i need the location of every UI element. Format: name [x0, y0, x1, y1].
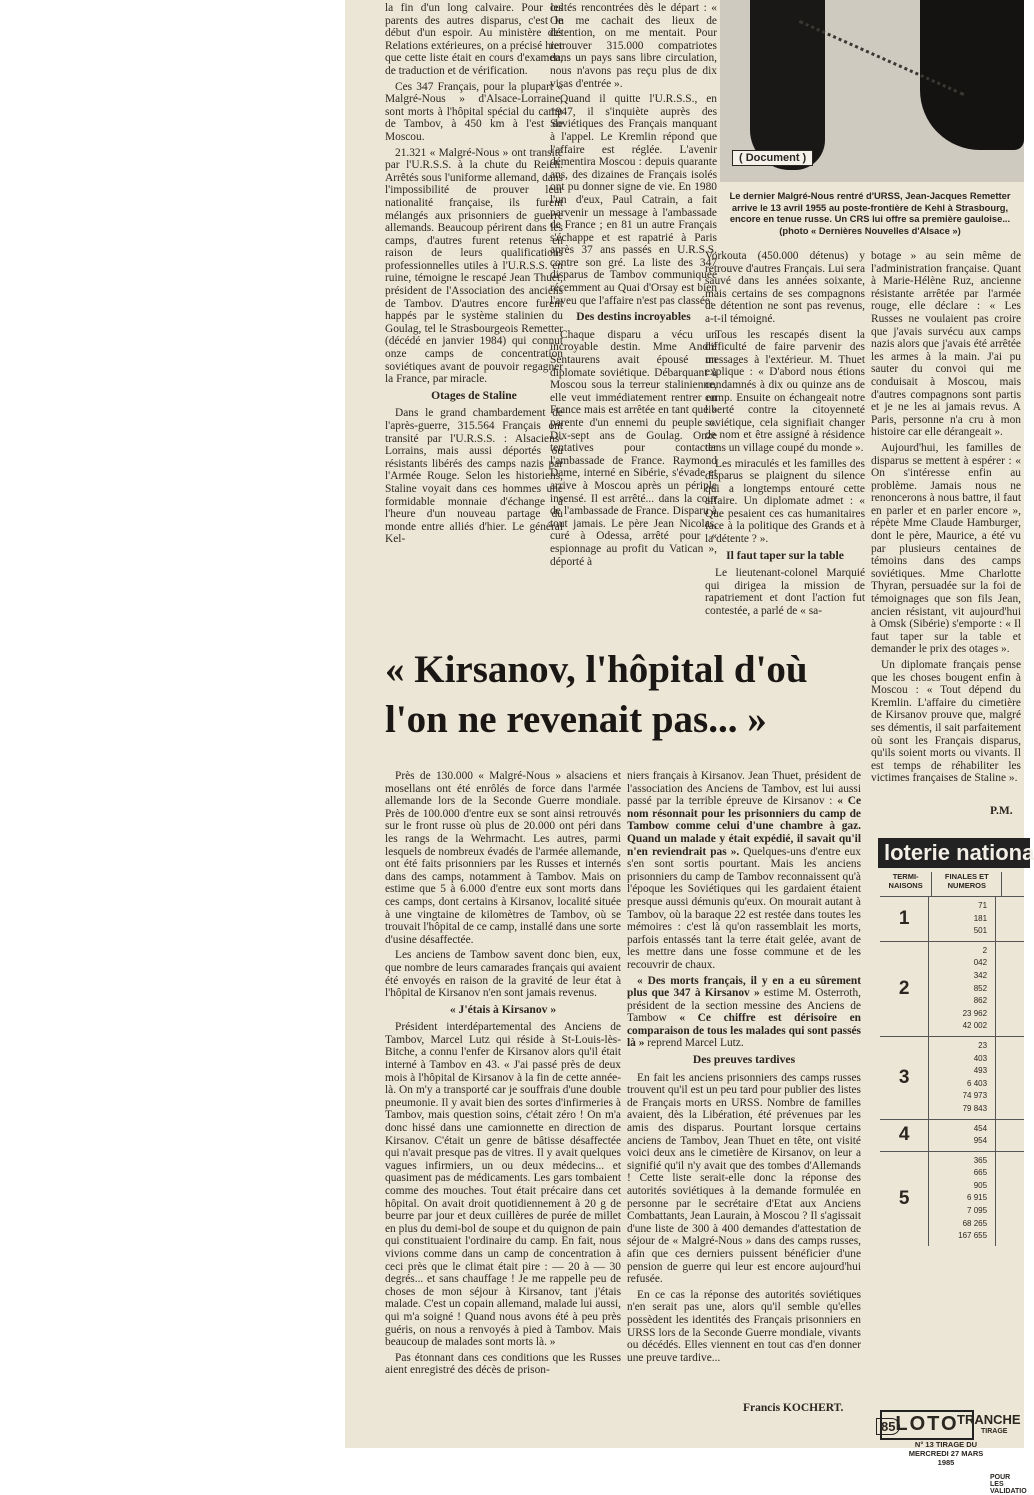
- paragraph: Tous les rescapés disent la difficulté de faire parvenir des messages à l'extérieur. M. Thuet explique : « D'abord nous étions condamnés à dix ou quinze ans de camp. Ensuite on échangeait notre liberté contre la citoyenneté soviétique, cela signifiait changer de nom et être assigné à résidence dans un village coupé du monde ».: [705, 328, 865, 454]
- paragraph: la fin d'un long calvaire. Pour les parents des autres disparus, c'est le début d'un espoir. Au ministère des Relations extérieures, on a précisé hier que cette liste était en cours d'examen, de traduction et de vérification.: [385, 2, 563, 77]
- loterie-numero: 501: [973, 926, 988, 936]
- tranche-label: TRANCHE: [957, 1412, 1021, 1427]
- loterie-numero: 954: [973, 1136, 988, 1146]
- loterie-numeros: [929, 1120, 996, 1151]
- paragraph: Aujourd'hui, les familles de disparus se mettent à espérer : « On s'intéresse enfin au problème. Jamais nous ne renoncerons à nous battre, il faut en parler et en parler encore », répète Mme Claude Hamburger, dont le père, Maurice, a été vu par plusieurs centaines de témoins dans des camps soviétiques. Mme Charlotte Thyran, persuadée sur la foi de témoignages que son fils Jean, ancien résistant, vit aujourd'hui à Omsk (Sibérie) s'emporte : « Il faut taper sur la table et demander le prix des otages ».: [871, 441, 1021, 656]
- paragraph: Les miraculés et les familles des disparus se plaignent du silence qui a longtemps entouré cette affaire. Un diplomate admet : « Que pesaient ces cas humanitaires face à la politique des Grands et à la détente ? ».: [705, 457, 865, 546]
- subheading: Otages de Staline: [431, 388, 517, 402]
- headline: « Kirsanov, l'hôpital d'où l'on ne revenait pas... »: [385, 648, 808, 741]
- loterie-numero: 342: [973, 970, 988, 980]
- loterie-row: [880, 1119, 1024, 1151]
- signature-kochert: Francis KOCHERT.: [743, 1402, 844, 1414]
- subheading: « J'étais à Kirsanov »: [449, 1002, 557, 1016]
- loterie-numero: 74 973: [962, 1091, 988, 1101]
- loto-validation: POUR LES VALIDATIO: [990, 1474, 1027, 1495]
- loterie-numero: 493: [973, 1066, 988, 1076]
- news-photo: [720, 0, 1024, 182]
- loterie-row: [880, 941, 1024, 1036]
- paragraph: Un diplomate français pense que les choses bougent enfin à Moscou : « Tout dépend du Kremlin. L'affaire du cimetière de Kirsanov prouve que, malgré ses démentis, il sait parfaitement où sont les Français disparus, qu'ils soient morts ou vivants. Il est temps de réhabiliter les victimes françaises de Staline ».: [871, 659, 1021, 785]
- paragraph: Quand il quitte l'U.R.S.S., en 1947, il s'inquiète auprès des Soviétiques des Français manquant à l'appel. Le Kremlin répond que l'affaire est réglée. L'avenir démentira Moscou : depuis quarante ans, des dizaines de Français isolés ont pu donner signe de vie. En 1980 l'un d'eux, Paul Catrain, a fait parvenir un message à l'ambassade de France ; en 81 un autre Français s'échappe et est rapatrié à Paris après 37 ans passés en U.R.S.S. contre son gré. La liste des 347 disparus de Tambov communiquée récemment au Quai d'Orsay est bien l'aveu que l'affaire n'est pas classée.: [550, 93, 717, 307]
- loterie-numero: 862: [973, 996, 988, 1006]
- loterie-numero: 6 915: [967, 1193, 988, 1203]
- loterie-numero: 905: [973, 1180, 988, 1190]
- loterie-numeros: [929, 942, 996, 1036]
- loterie-results: [870, 838, 1034, 1467]
- paragraph: Vorkouta (450.000 détenus) y retrouve d'autres Français. Lui sera sauvé dans les années soixante, mais certains de ses compagnons de détention ne sont pas revenus, a-t-il témoigné.: [705, 250, 865, 325]
- signature-pm: P.M.: [990, 805, 1013, 817]
- loterie-numeros: [929, 1152, 996, 1246]
- loterie-row: [880, 896, 1024, 941]
- paragraph: Les anciens de Tambow savent donc bien, eux, que nombre de leurs camarades français qui avaient été envoyés en raison de la gravité de leur état à l'hôpital de Kirsanov n'en sont jamais revenus.: [385, 949, 621, 1000]
- col-terminaisons: TERMI-NAISONS: [880, 872, 932, 896]
- loterie-numero: 2: [982, 945, 988, 955]
- loterie-terminaison: 3: [880, 1037, 929, 1119]
- loterie-numero: 454: [973, 1123, 988, 1133]
- paragraph: Président interdépartemental des Anciens de Tambov, Marcel Lutz qui réside à St-Louis-lès-Bitche, a connu l'enfer de Kirsanov alors qu'il était interné à Tambov en 43. « J'ai passé près de deux mois à l'hôpital de Kirsanov à la fin de cette année-là. On m'y a transporté car je souffrais d'une double pneumonie. Il y avait bien des sortes d'infirmeries à Tambov, mais question soins, c'était zéro ! On m'a donc hissé dans une camionnette en direction de Kirsanov. C'était un genre de bâtisse désaffectée qui n'avait presque pas de vitres. Il y avait quelques vagues infirmiers, un ou deux médecins... et quasiment pas de médicaments. Les gars tombaient comme des mouches. Tout était précaire dans cet hôpital. On avait droit quotidiennement à 20 g de beurre par jour et deux cuillères de purée de millet en plus du demi-bol de soupe et du quignon de pain qui constituaient l'ordinaire du camp. En fait, nous vivions comme dans un camp de concentration à ceci près que le climat était pire : — 20 à — 30 degrés... et sans chauffage ! Je me rappelle peu de choses de mon séjour à Kirsanov, tant j'étais malade. C'est un copain allemand, malade lui aussi, qui m'a soigné ! Quand nous avons été à peu près guéris, on nous a renvoyés à pied à Tambov. Mais beaucoup de malades sont morts là. »: [385, 1021, 621, 1349]
- loterie-numero: 403: [973, 1053, 988, 1063]
- paragraph: botage » au sein même de l'administration française. Quant à Marie-Hélène Ruz, ancienne résistante arrêtée par l'armée rouge, elle déclare : « Les Russes ne voulaient pas croire que j'avais survécu aux camps nazis alors que j'avais été arrêtée les armes à la main. J'ai pu sauter du convoi qui me conduisait à Moscou, mais d'autres compagnons sont partis et je ne les ai jamais revus. A Paris, personne n'a cru à mon histoire car elle dérangeait ».: [871, 250, 1021, 439]
- loterie-terminaison: 1: [880, 897, 929, 941]
- loterie-numero: 23: [978, 1040, 988, 1050]
- loterie-numero: 7 095: [967, 1206, 988, 1216]
- article1-column-1: [385, 2, 563, 549]
- loterie-numero: 68 265: [962, 1218, 988, 1228]
- loterie-row: [880, 1151, 1024, 1246]
- loterie-numeros: [929, 1037, 996, 1119]
- loterie-table: [880, 872, 1024, 1246]
- paragraph: 21.321 « Malgré-Nous » ont transité par l'U.R.S.S. à la chute du Reich. Arrêtés sous l'uniforme allemand, dans l'impossibilité de prouver leur nationalité française, ils furent mélangés aux prisonniers de guerre allemands. Beaucoup périrent dans les camps, d'autres furent retenus en raison de leurs qualifications professionnelles utiles à l'U.R.S.S. en ruine, témoigne le rescapé Jean Thuet, président de l'Association des anciens de Tambov. D'autres encore furent happés par le système stalinien du Goulag, tel le Strasbourgeois Remetter (décédé en janvier 1984) qui connut onze camps de concentration soviétiques avant de pouvoir regagner la France, par miracle.: [385, 146, 563, 386]
- loterie-numero: 6 403: [967, 1078, 988, 1088]
- loterie-numero: 852: [973, 983, 988, 993]
- paragraph: Près de 130.000 « Malgré-Nous » alsaciens et mosellans ont été enrôlés de force dans l'armée allemande lors de la Seconde Guerre mondiale. Près de 100.000 d'entre eux se sont ainsi retrouvés sur le front russe où plus de 20.000 ont péri dans les rangs de la Wehrmacht. Les autres, parmi lesquels de nombreux évadés de l'armée allemande, ont été faits prisonniers par les Russes et internés dans des camps, notamment à Tambov. Mais on estime que 5 à 6.000 d'entre eux sont morts dans ces camps, dont certains à Kirsanov, localité située à une vingtaine de kilomètres de Tambov, où se trouvait l'hôpital de ce camp, installé dans une sorte d'usine désaffectée.: [385, 770, 621, 946]
- col-numeros: FINALES ET NUMEROS: [932, 872, 1002, 896]
- newspaper-clipping: [345, 0, 1034, 1495]
- loterie-title: loterie nationa: [878, 838, 1030, 868]
- paragraph: En ce cas la réponse des autorités soviétiques n'en serait pas une, alors qu'il semble qu'elles possèdent les identités des Français prisonniers en URSS lors de la Seconde Guerre mondiale, vivants ou décédés. Elles viennent en tout cas d'en donner une preuve tardive...: [627, 1288, 861, 1364]
- paragraph: Chaque disparu a vécu un incroyable destin. Mme André Sentaurens avait épousé un diplomate soviétique. Débarquant à Moscou sous la terreur stalinienne, elle veut immédiatement rentrer en France mais est arrêtée en tant que « parente d'un ennemi du peuple ». Dix-sept ans de Goulag. Onze tentatives pour contacter l'ambassade de France. Raymond Dame, interné en Sibérie, s'évade et arrive à Moscou après un périple insensé. Il est arrêté... dans la cour de l'ambassade de France. Disparu à tout jamais. Le père Jean Nicolas, curé à Odessa, arrêté pour « espionnage au profit du Vatican », déporté à: [550, 328, 717, 568]
- loterie-terminaison: 5: [880, 1152, 929, 1246]
- article2-column-2: [627, 770, 861, 1367]
- subheading: Il faut taper sur la table: [726, 548, 844, 562]
- loterie-numero: 181: [973, 913, 988, 923]
- loto-info: N° 13 TIRAGE DU MERCREDI 27 MARS 1985: [908, 1440, 984, 1467]
- paragraph: Pas étonnant dans ces conditions que les Russes aient enregistré des décès de prison-: [385, 1351, 621, 1377]
- loterie-numero: 665: [973, 1168, 988, 1178]
- paragraph: Le lieutenant-colonel Marquié qui dirigea la mission de rapatriement et dont l'action fut contestée, a parlé de « sa-: [705, 567, 865, 618]
- article1-column-4: [871, 250, 1021, 788]
- loto-logo: LOTO: [880, 1410, 974, 1440]
- loterie-numero: 23 962: [962, 1008, 988, 1018]
- paragraph: niers français à Kirsanov. Jean Thuet, président de l'association des Anciens de Tambov, est lui aussi passé par la terrible épreuve de Kirsanov : « Ce nom résonnait pour les prisonniers du camp de Tambow comme celui d'une chambre à gaz. Quand un malade y était expédié, il savait qu'il n'en reviendrait pas ». Quelques-uns d'entre eux s'en sont sortis pourtant. Mais les anciens prisonniers du camp de Tambov reconnaissent qu'à l'époque les Soviétiques qui les gardaient étaient presque aussi démunis qu'eux. On mourait autant à Tambov, où la baraque 22 est restée dans toutes les mémoires : c'est là qu'on rassemblait les morts, parfois entassés tant la terre était gelée, avant de les mettre dans une fosse commune et de les recouvrir de chaux.: [627, 770, 862, 971]
- photo-caption: Le dernier Malgré-Nous rentré d'URSS, Jean-Jacques Remetter arrive le 13 avril 1955 au poste-frontière de Kehl à Strasbourg, encore en tenue russe. Un CRS lui offre sa première gauloise... (photo « Dernières Nouvelles d'Alsace »): [729, 190, 1011, 236]
- loterie-row: [880, 1036, 1024, 1119]
- paragraph: En fait les anciens prisonniers des camps russes trouvent qu'il est un peu tard pour publier des listes de Français morts en URSS. Nombre de familles avaient, dès la Libération, été prévenues par les amis des disparus. Pourtant lorsque certains anciens de Tambov, Jean Thuet en tête, ont visité voici deux ans le cimetière de Kirsanov, on leur a signifié qu'il n'y avait que des tombes d'Allemands ! Cette liste serait-elle donc la réponse des autorités soviétiques à la demande formulée en personne par le secrétaire d'Etat aux Anciens Combattants, Jean Laurain, à Moscou ? Il s'agissait d'une liste de 300 à 400 demandes d'attestation de séjour de « Malgré-Nous » dans des camps russes, afin que ces derniers puissent bénéficier d'une pension de guerre qui leur est encore aujourd'hui refusée.: [627, 1071, 861, 1286]
- paragraph: Ces 347 Français, pour la plupart « Malgré-Nous » d'Alsace-Lorraine, sont morts à l'hôpital spécial du camp de Tambov, à 450 km à l'est de Moscou.: [385, 80, 563, 143]
- loterie-numero: 42 002: [962, 1021, 988, 1031]
- loterie-terminaison: 4: [880, 1120, 929, 1151]
- document-label: ( Document ): [732, 150, 813, 166]
- loterie-numero: 042: [973, 958, 988, 968]
- article1-column-3: [705, 250, 865, 621]
- article1-column-2: [550, 2, 717, 571]
- article2-column-1: [385, 770, 621, 1380]
- paragraph: cultés rencontrées dès le départ : « On me cachait des lieux de détention, on me mentait. Pour retrouver 315.000 compatriotes dans un pays sans libre circulation, nous n'avons pas reçu plus de dix visas d'entrée ».: [550, 2, 717, 90]
- subheading: Des destins incroyables: [576, 310, 691, 324]
- paragraph: « Des morts français, il y en a eu sûrement plus que 347 à Kirsanov » estime M. Osterroth, président de la section messine des Anciens de Tambow « Ce chiffre est dérisoire en comparaison de tous les malades qui sont passés là » reprend Marcel Lutz.: [627, 974, 861, 1050]
- loterie-terminaison: 2: [880, 942, 929, 1036]
- loterie-numeros: [929, 897, 996, 941]
- loterie-numero: 71: [978, 901, 988, 910]
- subheading: Des preuves tardives: [692, 1053, 796, 1067]
- paragraph: Dans le grand chambardement de l'après-guerre, 315.564 Français ont transité par l'U.R.S.S. : Alsaciens-Lorrains, mais aussi déportés ou résistants libérés des camps nazis par l'Armée Rouge. Selon les historiens, Staline voyait dans ces hommes une formidable monnaie d'échange à l'heure d'un nouveau partage du monde entre alliés d'hier. Le général Kel-: [385, 407, 563, 546]
- loterie-numero: 167 655: [958, 1231, 988, 1241]
- loterie-numero: 79 843: [962, 1103, 988, 1113]
- tirage-label: TIRAGE: [981, 1428, 1008, 1435]
- page-number: 85: [876, 1418, 900, 1435]
- loterie-numero: 365: [973, 1155, 988, 1165]
